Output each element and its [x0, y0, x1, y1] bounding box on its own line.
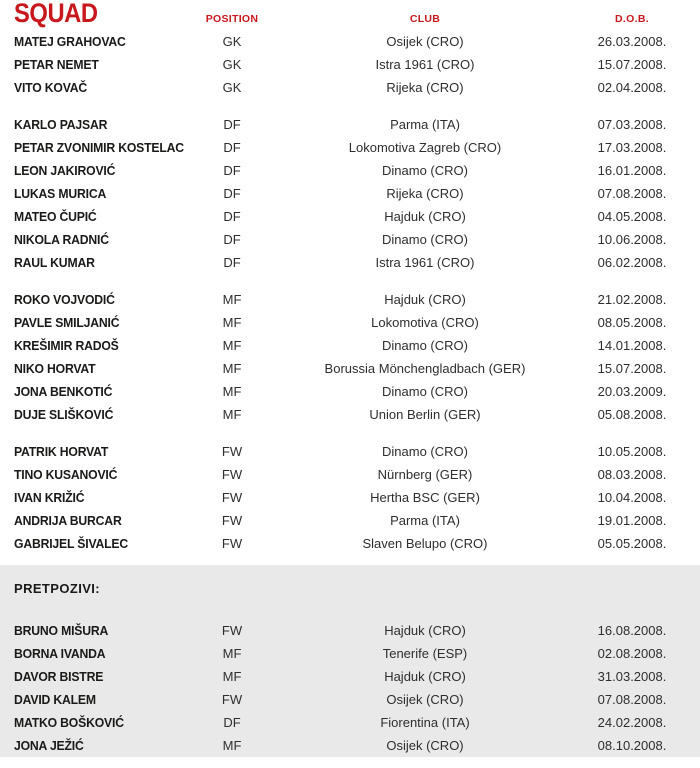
player-dob: 15.07.2008.	[597, 361, 667, 376]
player-dob: 07.03.2008.	[597, 117, 667, 132]
player-dob: 04.05.2008.	[597, 209, 667, 224]
player-dob: 16.08.2008.	[597, 623, 667, 638]
player-club: Dinamo (CRO)	[382, 384, 468, 399]
player-name: RAUL KUMAR	[14, 255, 95, 270]
player-name: MATEO ČUPIĆ	[14, 209, 97, 224]
table-row	[14, 53, 682, 76]
table-row	[14, 403, 682, 426]
player-club: Lokomotiva (CRO)	[371, 315, 479, 330]
player-name: PAVLE SMILJANIĆ	[14, 315, 120, 330]
player-name: IVAN KRIŽIĆ	[14, 490, 85, 505]
player-dob: 16.01.2008.	[597, 163, 667, 178]
player-position: MF	[222, 384, 242, 399]
position-group-mf	[14, 288, 682, 426]
column-header-dob: D.O.B.	[615, 13, 649, 25]
player-position: DF	[223, 255, 241, 270]
player-club: Borussia Mönchengladbach (GER)	[324, 361, 526, 376]
player-position: FW	[221, 513, 243, 528]
table-row	[14, 532, 682, 555]
table-header	[14, 2, 682, 30]
table-row	[14, 334, 682, 357]
player-name: DUJE SLIŠKOVIĆ	[14, 407, 114, 422]
player-club: Parma (ITA)	[390, 513, 460, 528]
player-club: Hajduk (CRO)	[384, 669, 466, 684]
player-club: Union Berlin (GER)	[369, 407, 481, 422]
player-position: MF	[222, 315, 242, 330]
column-header-position: POSITION	[205, 13, 259, 25]
player-dob: 10.05.2008.	[597, 444, 667, 459]
player-dob: 19.01.2008.	[597, 513, 667, 528]
player-position: FW	[221, 467, 243, 482]
table-row	[14, 182, 682, 205]
callups-heading: PRETPOZIVI:	[14, 581, 101, 596]
table-row	[14, 486, 682, 509]
table-row	[14, 357, 682, 380]
table-row	[14, 734, 682, 757]
player-name: GABRIJEL ŠIVALEC	[14, 536, 129, 551]
table-row	[14, 205, 682, 228]
player-club: Nürnberg (GER)	[377, 467, 473, 482]
player-name: TINO KUSANOVIĆ	[14, 467, 118, 482]
player-club: Dinamo (CRO)	[382, 232, 468, 247]
table-row	[14, 288, 682, 311]
position-group-gk	[14, 30, 682, 99]
player-dob: 02.08.2008.	[597, 646, 667, 661]
player-club: Osijek (CRO)	[386, 738, 464, 753]
player-name: KREŠIMIR RADOŠ	[14, 338, 119, 353]
column-header-club: CLUB	[409, 13, 441, 25]
player-dob: 10.06.2008.	[597, 232, 667, 247]
player-name: NIKOLA RADNIĆ	[14, 232, 109, 247]
player-name: JONA JEŽIĆ	[14, 738, 84, 753]
player-dob: 17.03.2008.	[597, 140, 667, 155]
player-dob: 24.02.2008.	[597, 715, 667, 730]
player-name: BRUNO MIŠURA	[14, 623, 109, 638]
position-group-fw	[14, 440, 682, 555]
player-club: Lokomotiva Zagreb (CRO)	[348, 140, 502, 155]
player-club: Tenerife (ESP)	[382, 646, 468, 661]
player-position: FW	[221, 536, 243, 551]
player-position: DF	[223, 163, 241, 178]
table-row	[14, 711, 682, 734]
table-row	[14, 688, 682, 711]
player-club: Slaven Belupo (CRO)	[362, 536, 488, 551]
player-club: Hajduk (CRO)	[384, 623, 466, 638]
player-club: Osijek (CRO)	[386, 692, 464, 707]
player-position: DF	[223, 140, 241, 155]
position-group-df	[14, 113, 682, 274]
table-row	[14, 642, 682, 665]
table-row	[14, 380, 682, 403]
player-position: MF	[222, 407, 242, 422]
player-club: Osijek (CRO)	[386, 34, 464, 49]
player-name: MATKO BOŠKOVIĆ	[14, 715, 124, 730]
table-row	[14, 30, 682, 53]
player-name: NIKO HORVAT	[14, 361, 96, 376]
table-row	[14, 440, 682, 463]
player-name: DAVOR BISTRE	[14, 669, 104, 684]
player-dob: 20.03.2009.	[597, 384, 667, 399]
player-name: PATRIK HORVAT	[14, 444, 109, 459]
player-club: Dinamo (CRO)	[382, 163, 468, 178]
player-position: GK	[222, 34, 242, 49]
table-row	[14, 665, 682, 688]
player-position: MF	[222, 669, 242, 684]
player-dob: 21.02.2008.	[597, 292, 667, 307]
player-name: BORNA IVANDA	[14, 646, 106, 661]
player-name: VITO KOVAČ	[14, 80, 88, 95]
player-dob: 26.03.2008.	[597, 34, 667, 49]
player-dob: 06.02.2008.	[597, 255, 667, 270]
player-name: ANDRIJA BURCAR	[14, 513, 122, 528]
player-position: DF	[223, 186, 241, 201]
player-club: Rijeka (CRO)	[386, 186, 464, 201]
bottom-spacer	[0, 757, 700, 768]
player-name: DAVID KALEM	[14, 692, 96, 707]
player-position: GK	[222, 57, 242, 72]
player-name: PETAR ZVONIMIR KOSTELAC	[14, 140, 184, 155]
player-position: MF	[222, 338, 242, 353]
player-club: Istra 1961 (CRO)	[375, 57, 475, 72]
player-club: Hajduk (CRO)	[384, 292, 466, 307]
player-club: Dinamo (CRO)	[382, 338, 468, 353]
squad-groups	[14, 30, 682, 555]
player-position: GK	[222, 80, 242, 95]
player-dob: 15.07.2008.	[597, 57, 667, 72]
player-position: MF	[222, 292, 242, 307]
player-dob: 08.05.2008.	[597, 315, 667, 330]
player-club: Hajduk (CRO)	[384, 209, 466, 224]
table-row	[14, 136, 682, 159]
player-name: MATEJ GRAHOVAC	[14, 34, 126, 49]
callups-panel	[0, 565, 700, 757]
player-position: FW	[221, 623, 243, 638]
player-club: Parma (ITA)	[390, 117, 460, 132]
player-dob: 08.10.2008.	[597, 738, 667, 753]
player-name: KARLO PAJSAR	[14, 117, 108, 132]
player-dob: 08.03.2008.	[597, 467, 667, 482]
player-name: PETAR NEMET	[14, 57, 99, 72]
player-position: FW	[221, 490, 243, 505]
table-row	[14, 619, 682, 642]
player-dob: 05.05.2008.	[597, 536, 667, 551]
table-row	[14, 76, 682, 99]
player-club: Hertha BSC (GER)	[370, 490, 480, 505]
player-dob: 02.04.2008.	[597, 80, 667, 95]
player-club: Dinamo (CRO)	[382, 444, 468, 459]
player-dob: 07.08.2008.	[597, 692, 667, 707]
table-row	[14, 228, 682, 251]
player-position: MF	[222, 361, 242, 376]
player-dob: 14.01.2008.	[597, 338, 667, 353]
player-name: LEON JAKIROVIĆ	[14, 163, 116, 178]
player-club: Rijeka (CRO)	[386, 80, 464, 95]
player-dob: 31.03.2008.	[597, 669, 667, 684]
player-dob: 05.08.2008.	[597, 407, 667, 422]
table-row	[14, 251, 682, 274]
player-position: DF	[223, 715, 241, 730]
player-position: DF	[223, 209, 241, 224]
player-club: Istra 1961 (CRO)	[375, 255, 475, 270]
player-dob: 07.08.2008.	[597, 186, 667, 201]
player-name: JONA BENKOTIĆ	[14, 384, 113, 399]
callups-rows	[14, 619, 682, 757]
player-position: FW	[221, 444, 243, 459]
table-row	[14, 113, 682, 136]
player-position: FW	[221, 692, 243, 707]
table-row	[14, 509, 682, 532]
player-name: ROKO VOJVODIĆ	[14, 292, 115, 307]
page-title: SQUAD	[14, 0, 98, 28]
player-position: DF	[223, 232, 241, 247]
player-club: Fiorentina (ITA)	[380, 715, 470, 730]
table-row	[14, 463, 682, 486]
player-dob: 10.04.2008.	[597, 490, 667, 505]
table-row	[14, 159, 682, 182]
player-position: DF	[223, 117, 241, 132]
title-cell	[14, 1, 196, 27]
player-name: LUKAS MURICA	[14, 186, 107, 201]
table-row	[14, 311, 682, 334]
player-position: MF	[222, 738, 242, 753]
player-position: MF	[222, 646, 242, 661]
